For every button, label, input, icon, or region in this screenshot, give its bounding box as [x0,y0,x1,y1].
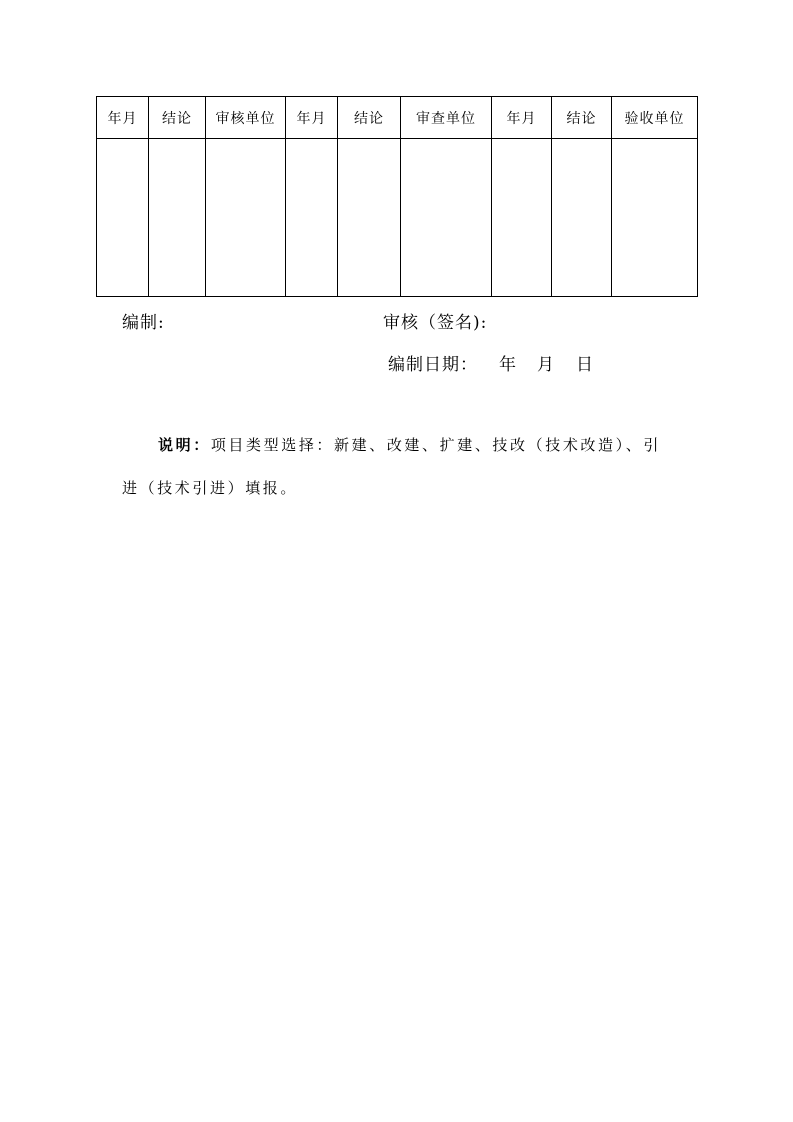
date-year-label: 年 [499,355,517,375]
compiler-label: 编制: [122,313,165,333]
note-paragraph [158,434,661,455]
table-cell[interactable] [286,139,338,297]
header-conclusion-1: 结论 [149,97,206,139]
header-year-month-3: 年月 [492,97,552,139]
table-row [97,139,698,297]
reviewer-signature-label: 审核（签名): [383,313,488,333]
date-month-label: 月 [537,355,555,375]
header-year-month-1: 年月 [97,97,149,139]
compile-date-label: 编制日期： [388,355,478,375]
header-conclusion-2: 结论 [338,97,401,139]
header-audit-unit: 审核单位 [206,97,286,139]
table-cell[interactable] [612,139,698,297]
note-label: 说明： [158,436,211,454]
header-conclusion-3: 结论 [552,97,612,139]
table-header-row [97,97,698,139]
header-acceptance-unit: 验收单位 [612,97,698,139]
date-day-label: 日 [576,355,594,375]
approval-table [96,96,698,297]
table-cell[interactable] [492,139,552,297]
header-year-month-2: 年月 [286,97,338,139]
table-cell[interactable] [149,139,206,297]
table-cell[interactable] [552,139,612,297]
note-text-line1: 项目类型选择：新建、改建、扩建、技改（技术改造）、引 [210,436,661,454]
table-cell[interactable] [206,139,286,297]
table-cell[interactable] [338,139,401,297]
table-cell[interactable] [401,139,492,297]
table-cell[interactable] [97,139,149,297]
header-review-unit: 审查单位 [401,97,492,139]
note-text-line2: 进（技术引进）填报。 [122,479,299,497]
